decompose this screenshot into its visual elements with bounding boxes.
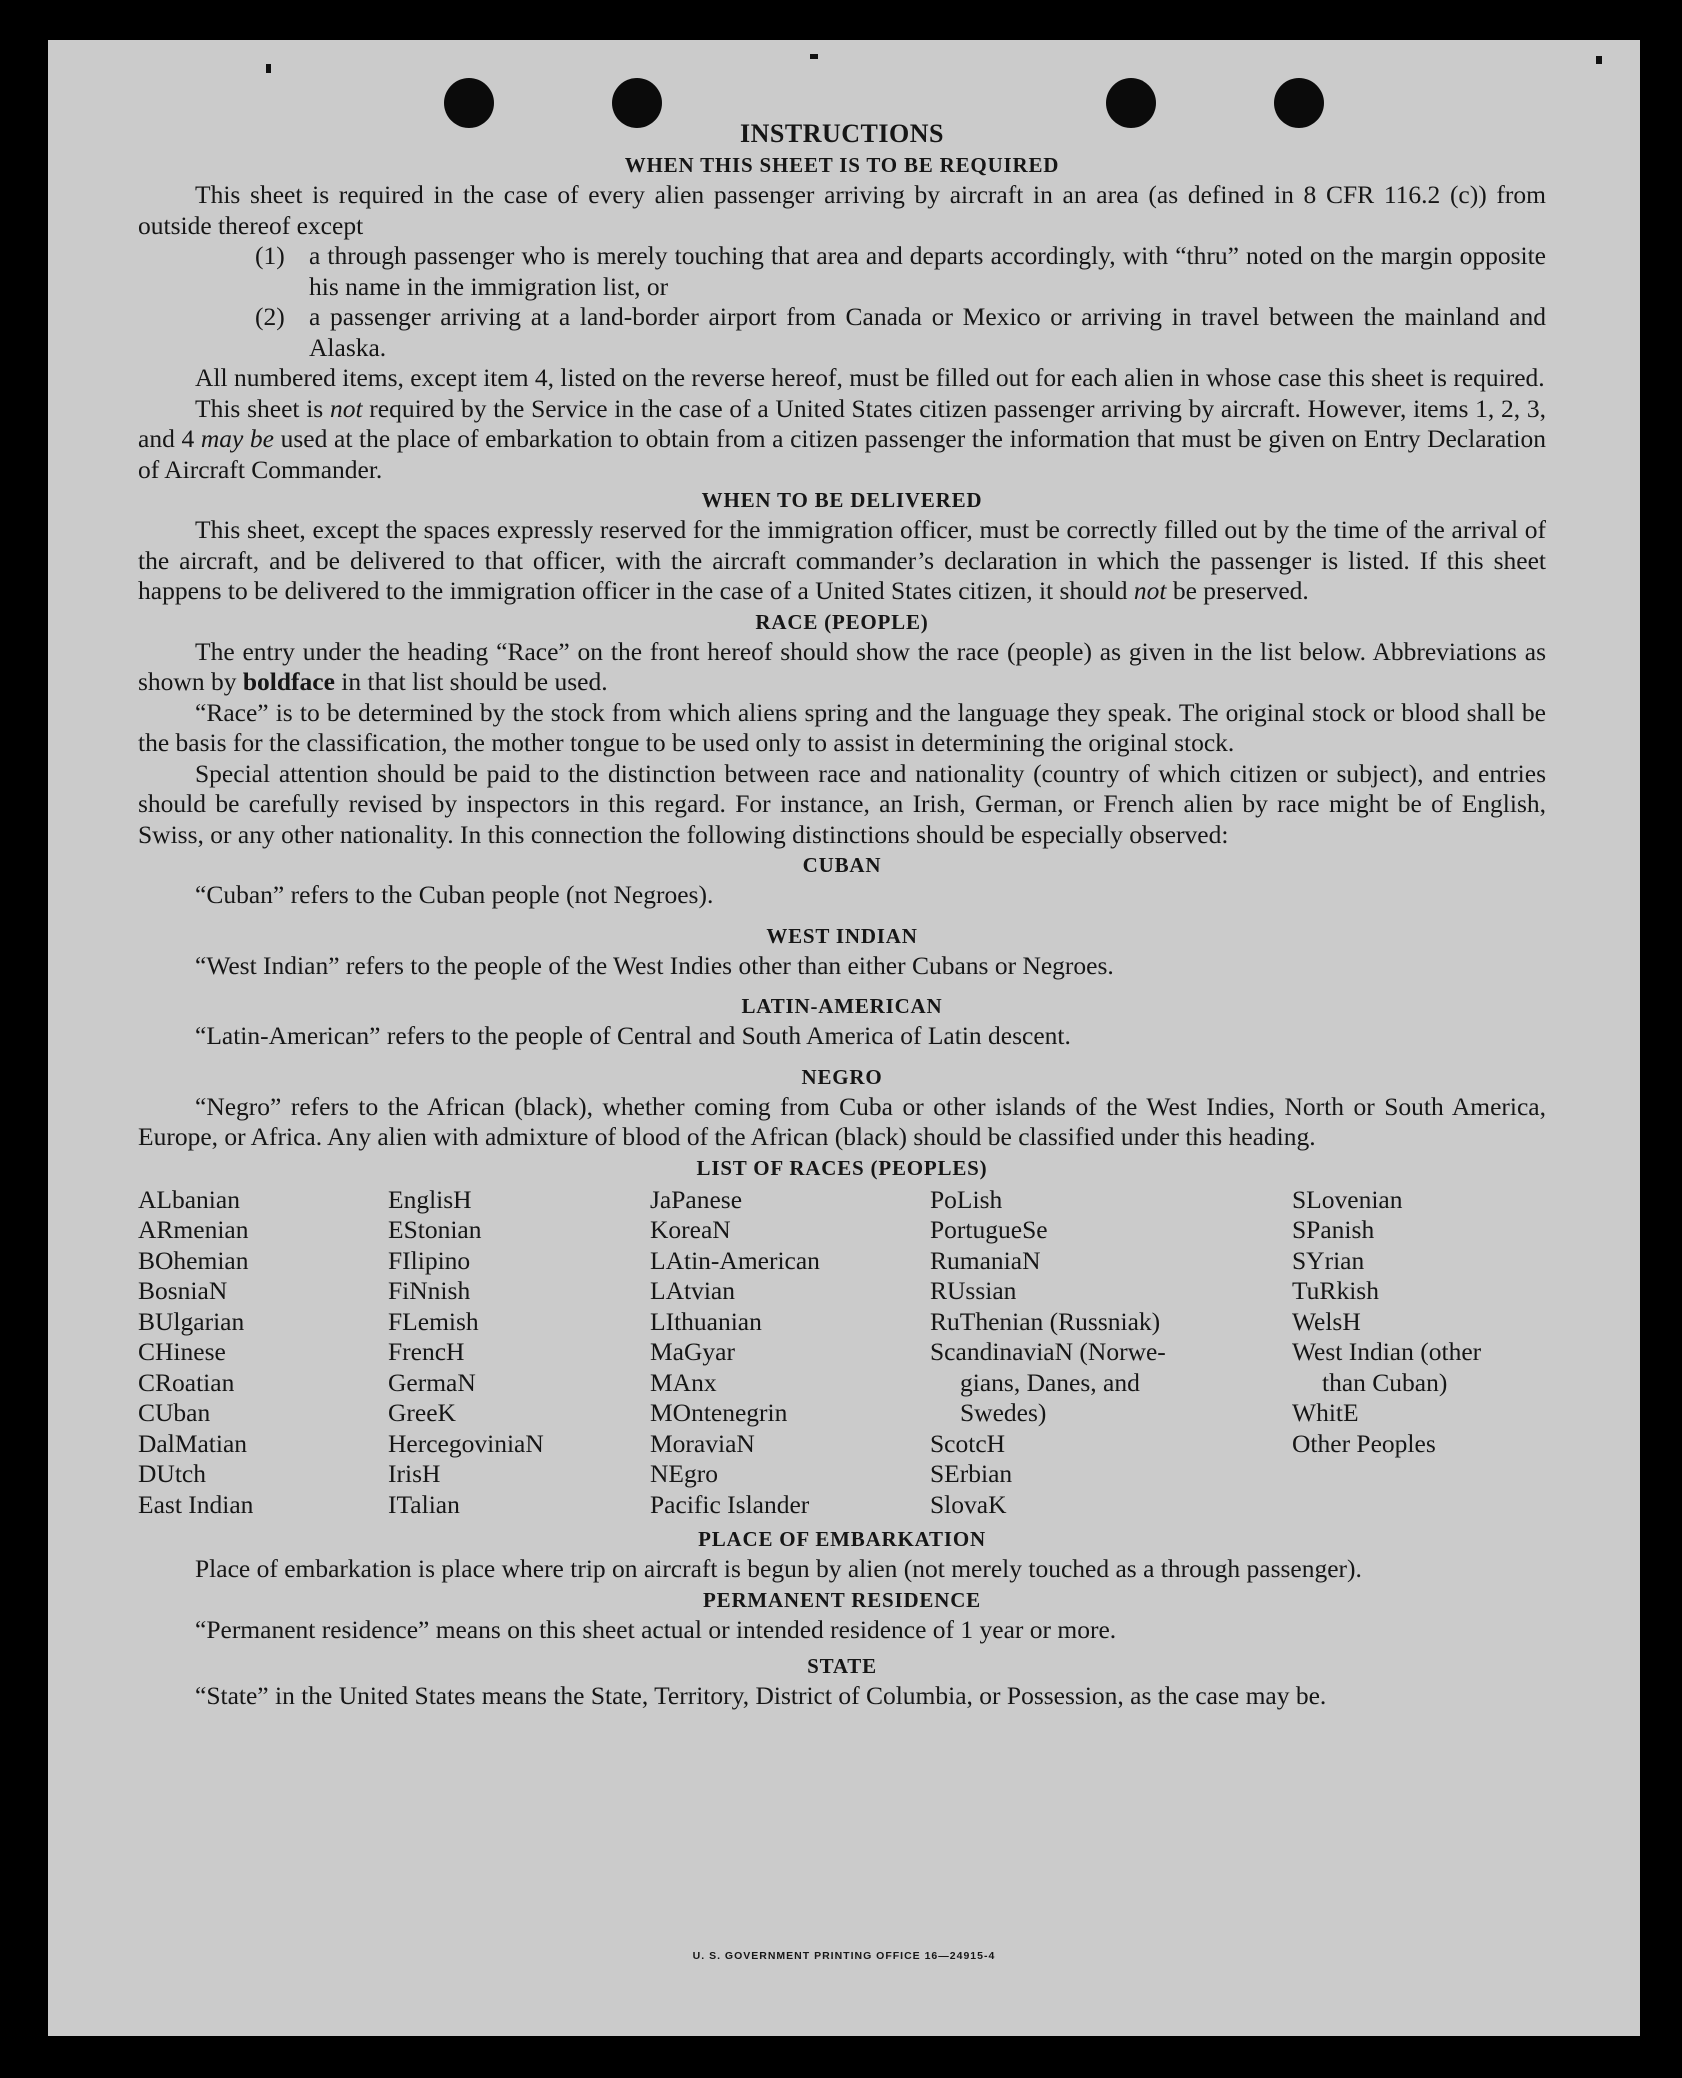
race-entry: BUlgarian [138,1306,245,1336]
section-heading-embarkation: PLACE OF EMBARKATION [698,1527,986,1551]
race-entry: IrisH [388,1459,441,1488]
race-entry: WelsH [1292,1306,1361,1336]
race-entry: MaGyar [650,1337,735,1366]
race-entry: TuRkish [1292,1276,1379,1305]
race-entry: SErbian [930,1459,1013,1488]
race-entry: DalMatian [138,1428,248,1458]
race-entry: PortugueSe [930,1215,1048,1244]
latin-american-paragraph: “Latin-American” refers to the people of Central and South America of Latin descent. [195,1021,1071,1050]
cuban-paragraph: “Cuban” refers to the Cuban people (not Negroes). [195,880,714,909]
speck [266,64,271,73]
section-heading-race-list: LIST OF RACES (PEOPLES) [696,1155,988,1180]
speck [810,54,818,59]
item-text: a through passenger who is merely touching that area and departs accordingly, with “thru” noted on the margin opposite his name in the immigration list, or [309,241,1546,301]
race-list [138,1185,1546,1521]
race-column [930,1185,1292,1521]
race-entry: EnglisH [388,1184,472,1214]
exception-item [138,302,1546,363]
race-entry: Other Peoples [1292,1428,1436,1458]
race-column [650,1185,930,1521]
race-entry: KoreaN [650,1215,731,1244]
section-heading-required: WHEN THIS SHEET IS TO BE REQUIRED [624,153,1060,177]
speck [1596,56,1602,64]
race-entry: BOhemian [138,1245,249,1275]
race-entry: SLovenian [1292,1184,1403,1214]
race-entry: RumaniaN [930,1245,1041,1275]
race-entry: ScandinaviaN (Norwe- [930,1337,1166,1366]
race-entry: SPanish [1292,1215,1375,1244]
citizen-paragraph: This sheet is not required by the Service in the case of a United States citizen passenger arriving by aircraft. However, items 1, 2, 3, and 4 may be used at the place of embarkation to obtain from a citizen passenger the information that must be given on Entry Declaration of Aircraft Commander. [138,393,1547,484]
section-heading-state: STATE [807,1654,877,1678]
race-entry: EStonian [388,1215,482,1244]
race-entry: RUssian [930,1276,1017,1305]
race-entry: ITalian [388,1489,460,1519]
race-entry: LIthuanian [650,1306,762,1336]
document-sheet [48,40,1640,2036]
race-entry: GermaN [388,1367,476,1397]
race-entry: gians, Danes, and [960,1367,1140,1397]
race-entry: NEgro [650,1459,718,1488]
numbered-items-paragraph: All numbered items, except item 4, listed on the reverse hereof, must be filled out for each alien in whose case this sheet is required. [195,363,1545,392]
race-entry: CHinese [138,1337,226,1366]
section-heading-negro: NEGRO [801,1064,883,1089]
page-title: INSTRUCTIONS [740,119,944,148]
race-entry: CUban [138,1398,211,1427]
race-entry: RuThenian (Russniak) [930,1306,1161,1336]
race-entry: DUtch [138,1459,206,1488]
race-entry: MoraviaN [650,1428,755,1458]
race-entry: East Indian [138,1489,254,1519]
section-heading-cuban: CUBAN [802,853,882,877]
item-number: (2) [255,302,285,331]
race-entry: SYrian [1292,1245,1365,1275]
section-heading-west-indian: WEST INDIAN [766,923,918,948]
instructions-body [138,118,1546,1712]
state-paragraph: “State” in the United States means the State, Territory, District of Columbia, or Possession, as the case may be. [195,1681,1327,1710]
required-intro: This sheet is required in the case of every alien passenger arriving by aircraft in an area (as defined in 8 CFR 116.2 (c)) from outside thereof except [138,180,1546,240]
race-column [138,1185,388,1521]
section-heading-delivered: WHEN TO BE DELIVERED [701,488,983,512]
race-column [1292,1185,1546,1521]
race-entry: Pacific Islander [650,1489,810,1519]
item-text: a passenger arriving at a land-border airport from Canada or Mexico or arriving in travel between the mainland and Alaska. [309,302,1546,362]
race-entry: HercegoviniaN [388,1428,544,1458]
embarkation-paragraph: Place of embarkation is place where trip on aircraft is begun by alien (not merely touched as a through passenger). [195,1554,1362,1583]
exception-item [138,241,1546,302]
race-entry: CRoatian [138,1367,235,1397]
item-number: (1) [255,241,285,270]
race-entry: GreeK [388,1398,456,1427]
race-paragraph: “Race” is to be determined by the stock from which aliens spring and the language they speak. The original stock or blood shall be the basis for the classification, the mother tongue to be used only to assist in determining the original stock. [138,697,1546,757]
west-indian-paragraph: “West Indian” refers to the people of the West Indies other than either Cubans or Negroes. [195,950,1114,980]
race-entry: LAtin-American [650,1245,820,1275]
negro-paragraph: “Negro” refers to the African (black), whether coming from Cuba or other islands of the West Indies, North or South America, Europe, or Africa. Any alien with admixture of blood of the African (black) should be classified under this heading. [138,1091,1546,1151]
section-heading-latin-american: LATIN-AMERICAN [741,994,943,1018]
race-paragraph: Special attention should be paid to the distinction between race and nationality (country of which citizen or subject), and entries should be carefully revised by inspectors in this regard. For instance, an Irish, German, or French alien by race might be of English, Swiss, or any other nationality. In this connection the following distinctions should be especially observed: [138,758,1546,849]
race-entry: SlovaK [930,1489,1007,1519]
race-entry: LAtvian [650,1276,735,1305]
race-entry: ALbanian [138,1184,240,1214]
race-column [388,1185,650,1521]
race-paragraph: The entry under the heading “Race” on the front hereof should show the race (people) as given in the list below. Abbreviations as shown by boldface in that list should be used. [138,636,1546,696]
race-entry: MOntenegrin [650,1398,788,1427]
delivered-paragraph: This sheet, except the spaces expressly reserved for the immigration officer, must be correctly filled out by the time of the arrival of the aircraft, and be delivered to that officer, with the aircraft commander’s declaration in which the passenger is listed. If this sheet happens to be delivered to the immigration officer in the case of a United States citizen, it should not be preserved. [138,515,1546,605]
race-entry: FiNnish [388,1276,471,1305]
section-heading-residence: PERMANENT RESIDENCE [703,1587,981,1612]
race-entry: ScotcH [930,1428,1006,1458]
race-entry: FIlipino [388,1245,471,1275]
race-entry: West Indian (other [1292,1337,1482,1366]
race-entry: PoLish [930,1184,1003,1214]
printing-office-footer: U. S. GOVERNMENT PRINTING OFFICE 16—24915-4 [692,1950,996,1962]
residence-paragraph: “Permanent residence” means on this sheet actual or intended residence of 1 year or more. [195,1614,1117,1644]
section-heading-race: RACE (PEOPLE) [755,609,929,634]
race-entry: MAnx [650,1367,717,1397]
race-entry: WhitE [1292,1398,1359,1427]
race-entry: FLemish [388,1306,479,1336]
race-entry: Swedes) [960,1398,1047,1427]
race-entry: than Cuban) [1322,1367,1448,1397]
race-entry: ARmenian [138,1215,249,1244]
race-entry: FrencH [388,1337,465,1366]
race-entry: JaPanese [650,1184,743,1214]
race-entry: BosniaN [138,1276,228,1305]
